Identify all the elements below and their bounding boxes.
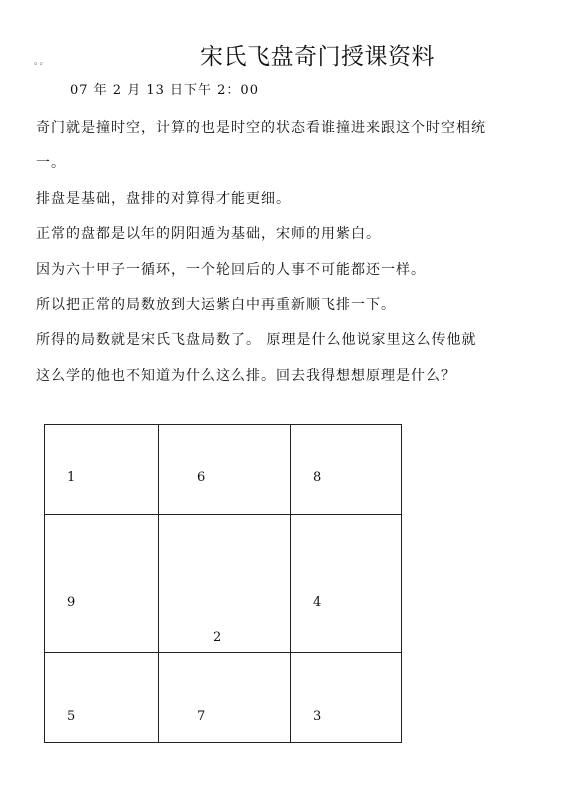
grid-cell [159, 425, 291, 515]
cell-number: 3 [313, 709, 322, 724]
paragraph-line-5: 因为六十甲子一循环，一个轮回后的人事不可能都还一样。 [36, 262, 426, 278]
cell-number: 7 [197, 709, 206, 724]
cell-number: 8 [313, 470, 322, 485]
paragraph-line-3: 排盘是基础，盘排的对算得才能更细。 [36, 191, 291, 207]
cell-number: 5 [67, 709, 76, 724]
grid-cell [291, 425, 401, 515]
nine-palace-grid [44, 424, 402, 743]
grid-cell [45, 515, 159, 653]
paragraph-line-7: 所得的局数就是宋氏飞盘局数了。 原理是什么他说家里这么传他就 [36, 332, 477, 348]
grid-cell [45, 653, 159, 742]
paragraph-line-1: 奇门就是撞时空，计算的也是时空的状态看谁撞进来跟这个时空相统 [36, 120, 486, 136]
paragraph-line-6: 所以把正常的局数放到大运紫白中再重新顺飞排一下。 [36, 297, 396, 313]
grid-cell [291, 515, 401, 653]
grid-cell [45, 425, 159, 515]
corner-marks: 。。 [34, 57, 50, 67]
grid-cell [159, 653, 291, 742]
paragraph-line-8: 这么学的他也不知道为什么这么排。回去我得想想原理是什么？ [36, 368, 456, 384]
document-title: 宋氏飞盘奇门授课资料 [200, 44, 435, 70]
grid-cell [159, 515, 291, 653]
cell-number: 6 [197, 470, 206, 485]
cell-number: 2 [213, 630, 222, 645]
cell-number: 9 [67, 595, 76, 610]
paragraph-line-2: 一。 [36, 155, 66, 171]
date-line: 07 年 2 月 13 日下午 2：00 [70, 83, 259, 98]
cell-number: 4 [313, 595, 322, 610]
grid-cell [291, 653, 401, 742]
paragraph-line-4: 正常的盘都是以年的阴阳遁为基础，宋师的用紫白。 [36, 226, 381, 242]
cell-number: 1 [67, 470, 76, 485]
